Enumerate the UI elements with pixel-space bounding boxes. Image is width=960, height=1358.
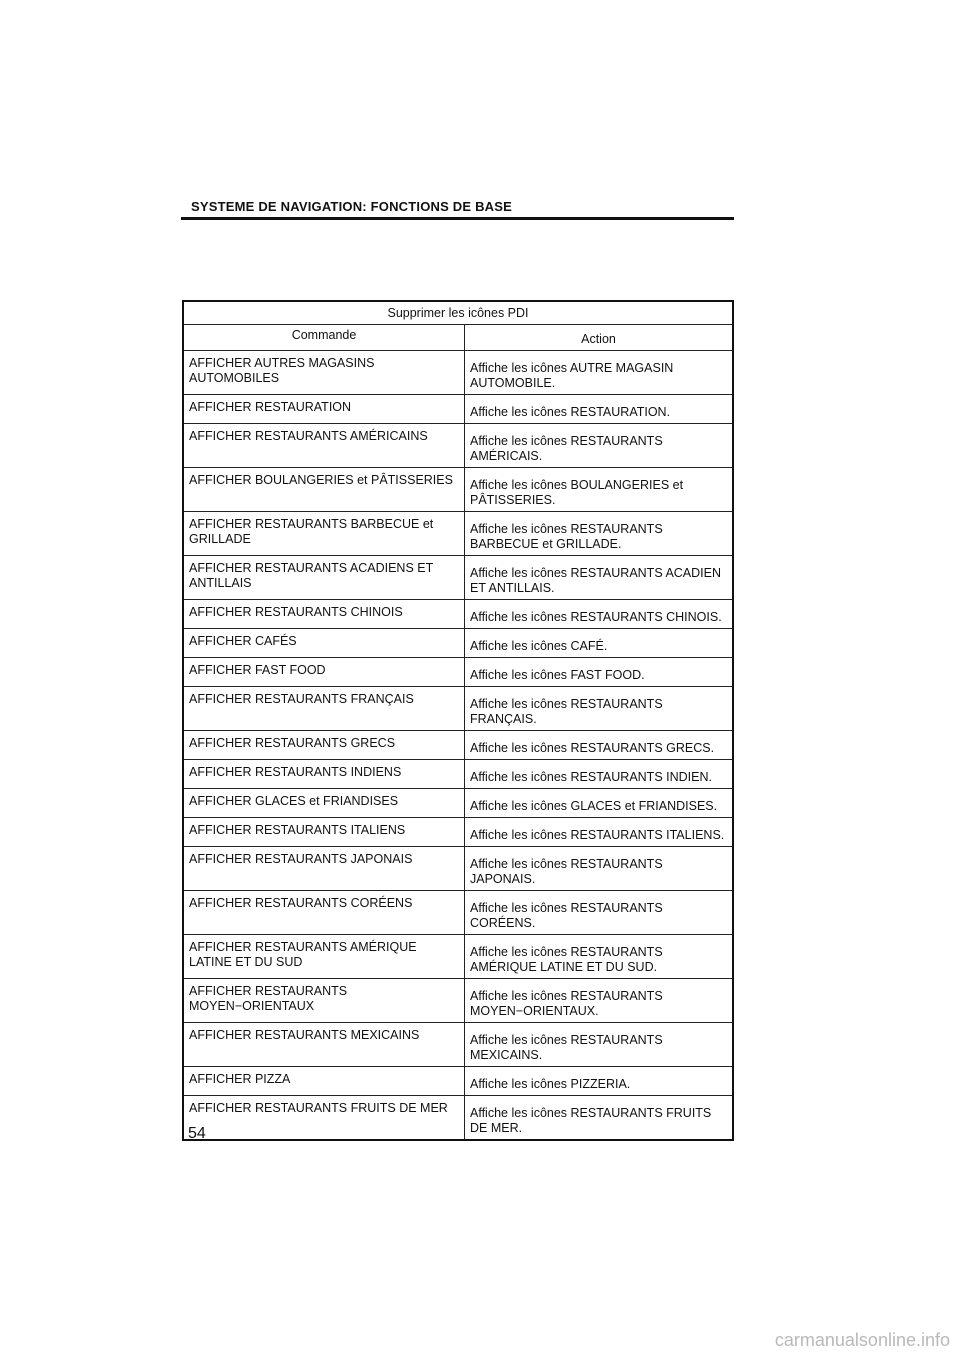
action-cell: Affiche les icônes RESTAURANTS AMÉRIQUE LATINE ET DU SUD.	[465, 935, 734, 979]
table-header-row	[183, 325, 733, 351]
table-row	[183, 731, 733, 760]
command-cell: AFFICHER BOULANGERIES et PÂTISSERIES	[183, 468, 465, 512]
command-cell: AFFICHER AUTRES MAGASINS AUTOMOBILES	[183, 351, 465, 395]
command-cell: AFFICHER FAST FOOD	[183, 658, 465, 687]
command-cell: AFFICHER RESTAURANTS FRUITS DE MER	[183, 1096, 465, 1141]
table-row	[183, 789, 733, 818]
table-row	[183, 600, 733, 629]
header-rule	[181, 217, 734, 220]
action-cell: Affiche les icônes RESTAURANTS FRANÇAIS.	[465, 687, 734, 731]
poi-command-table	[182, 300, 734, 1141]
action-cell: Affiche les icônes RESTAURANTS FRUITS DE MER.	[465, 1096, 734, 1141]
table-row	[183, 935, 733, 979]
action-cell: Affiche les icônes RESTAURANTS MOYEN−ORIENTAUX.	[465, 979, 734, 1023]
command-cell: AFFICHER RESTAURANTS GRECS	[183, 731, 465, 760]
command-cell: AFFICHER CAFÉS	[183, 629, 465, 658]
command-cell: AFFICHER RESTAURANTS CORÉENS	[183, 891, 465, 935]
action-cell: Affiche les icônes RESTAURANTS ACADIEN ET ANTILLAIS.	[465, 556, 734, 600]
table-row	[183, 658, 733, 687]
table-row	[183, 424, 733, 468]
command-cell: AFFICHER RESTAURANTS BARBECUE et GRILLADE	[183, 512, 465, 556]
action-cell: Affiche les icônes RESTAURATION.	[465, 395, 734, 424]
command-cell: AFFICHER RESTAURANTS MEXICAINS	[183, 1023, 465, 1067]
table-row	[183, 818, 733, 847]
action-cell: Affiche les icônes PIZZERIA.	[465, 1067, 734, 1096]
command-cell: AFFICHER RESTAURANTS JAPONAIS	[183, 847, 465, 891]
watermark: carmanualsonline.info	[774, 1330, 950, 1350]
action-cell: Affiche les icônes BOULANGERIES et PÂTISSERIES.	[465, 468, 734, 512]
command-cell: AFFICHER RESTAURANTS INDIENS	[183, 760, 465, 789]
table-row	[183, 351, 733, 395]
table-row	[183, 1023, 733, 1067]
table-row	[183, 687, 733, 731]
command-cell: AFFICHER PIZZA	[183, 1067, 465, 1096]
page-number: 54	[188, 1125, 206, 1142]
command-cell: AFFICHER RESTAURANTS CHINOIS	[183, 600, 465, 629]
table-row	[183, 1067, 733, 1096]
table-title: Supprimer les icônes PDI	[387, 306, 529, 320]
action-cell: Affiche les icônes GLACES et FRIANDISES.	[465, 789, 734, 818]
table-row	[183, 891, 733, 935]
action-cell: Affiche les icônes RESTAURANTS GRECS.	[465, 731, 734, 760]
action-cell: Affiche les icônes RESTAURANTS BARBECUE et GRILLADE.	[465, 512, 734, 556]
section-header: SYSTEME DE NAVIGATION: FONCTIONS DE BASE	[191, 199, 512, 214]
action-cell: Affiche les icônes RESTAURANTS ITALIENS.	[465, 818, 734, 847]
table-row	[183, 760, 733, 789]
table-row	[183, 1096, 733, 1141]
table-row	[183, 468, 733, 512]
command-cell: AFFICHER RESTAURANTS ACADIENS ET ANTILLAIS	[183, 556, 465, 600]
command-cell: AFFICHER RESTAURANTS MOYEN−ORIENTAUX	[183, 979, 465, 1023]
action-cell: Affiche les icônes CAFÉ.	[465, 629, 734, 658]
table-row	[183, 512, 733, 556]
command-cell: AFFICHER GLACES et FRIANDISES	[183, 789, 465, 818]
table-row	[183, 395, 733, 424]
action-cell: Affiche les icônes RESTAURANTS CHINOIS.	[465, 600, 734, 629]
action-cell: Affiche les icônes RESTAURANTS MEXICAINS.	[465, 1023, 734, 1067]
command-cell: AFFICHER RESTAURANTS AMÉRIQUE LATINE ET DU SUD	[183, 935, 465, 979]
action-cell: Affiche les icônes RESTAURANTS JAPONAIS.	[465, 847, 734, 891]
command-cell: AFFICHER RESTAURATION	[183, 395, 465, 424]
table-row	[183, 979, 733, 1023]
command-cell: AFFICHER RESTAURANTS ITALIENS	[183, 818, 465, 847]
table-title-row	[183, 301, 733, 325]
action-cell: Affiche les icônes RESTAURANTS AMÉRICAIS.	[465, 424, 734, 468]
column-header-command: Commande	[183, 325, 465, 351]
action-cell: Affiche les icônes AUTRE MAGASIN AUTOMOBILE.	[465, 351, 734, 395]
action-cell: Affiche les icônes RESTAURANTS INDIEN.	[465, 760, 734, 789]
table-row	[183, 629, 733, 658]
action-cell: Affiche les icônes FAST FOOD.	[465, 658, 734, 687]
command-cell: AFFICHER RESTAURANTS AMÉRICAINS	[183, 424, 465, 468]
column-header-action: Action	[465, 325, 734, 351]
action-cell: Affiche les icônes RESTAURANTS CORÉENS.	[465, 891, 734, 935]
table-row	[183, 847, 733, 891]
command-cell: AFFICHER RESTAURANTS FRANÇAIS	[183, 687, 465, 731]
table-row	[183, 556, 733, 600]
